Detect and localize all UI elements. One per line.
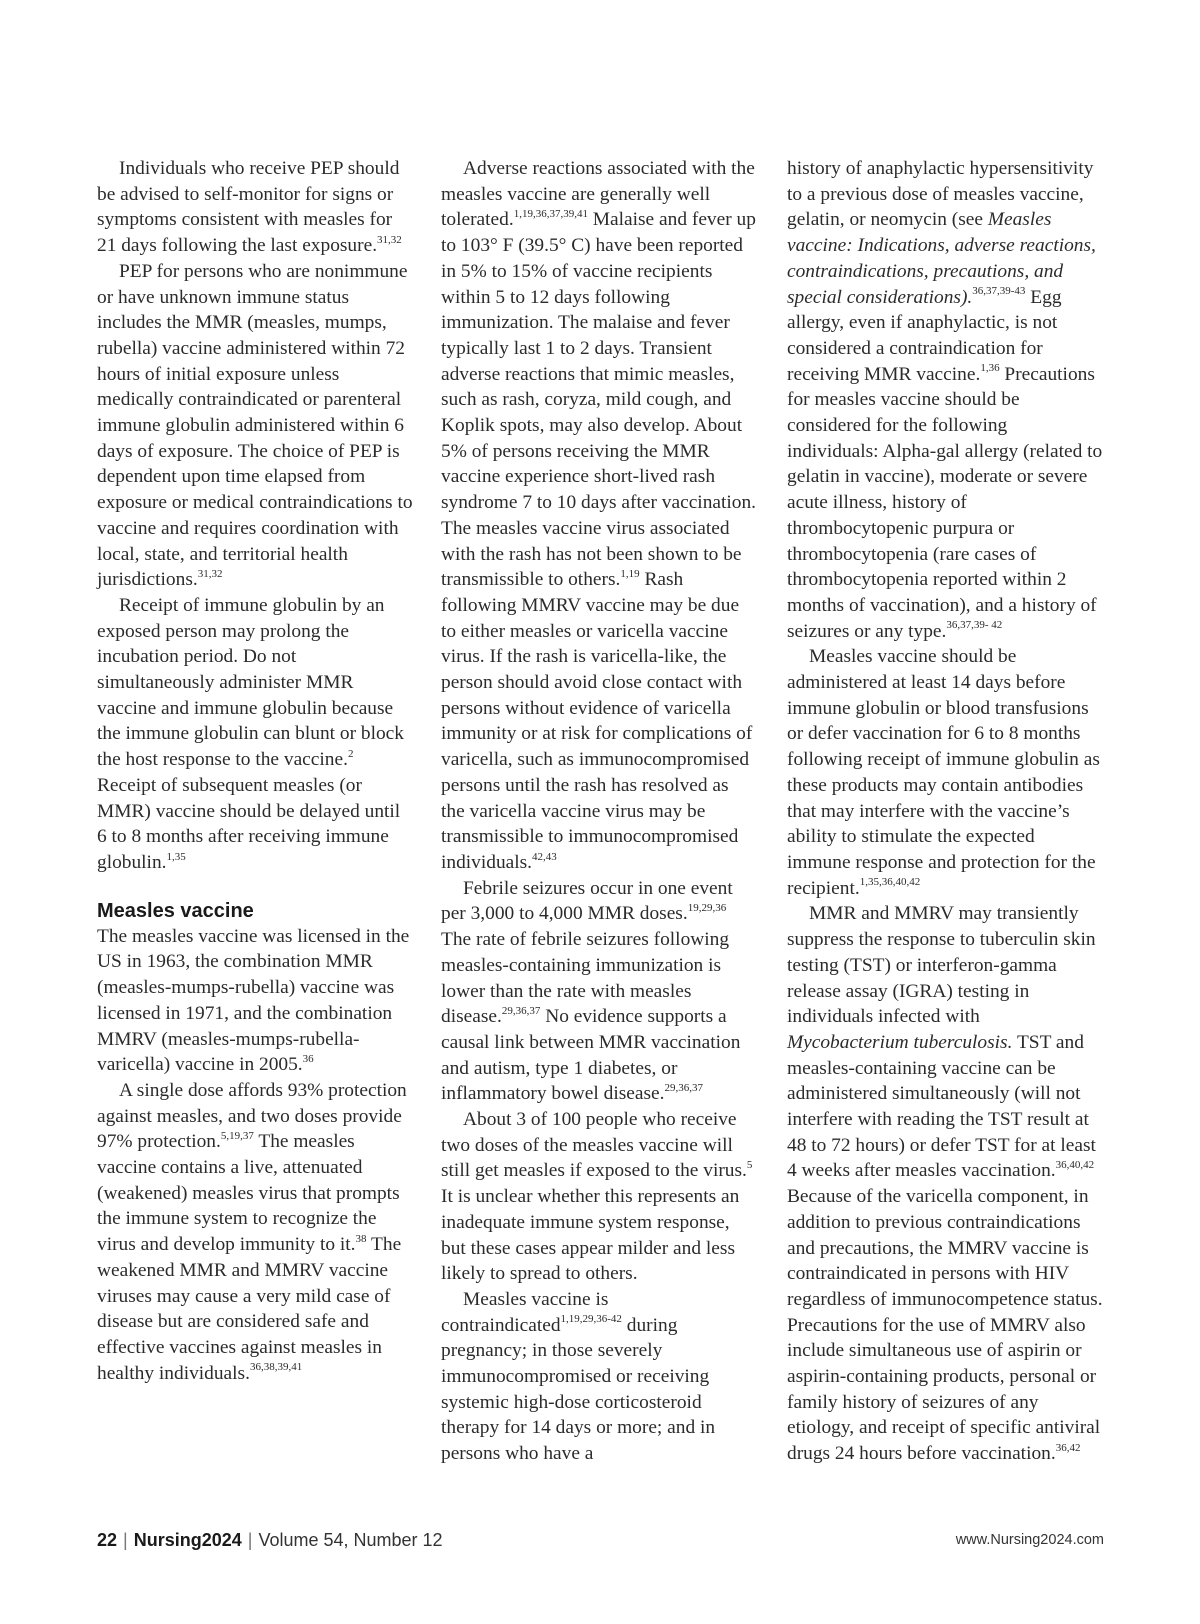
- column-3: [787, 156, 1103, 1467]
- paragraph: The measles vaccine was licensed in the US in 1963, the combination MMR (measles-mumps-rubella) vaccine was licensed in 1971, and the combination MMRV (measles-mumps-rubella-varicella) vaccine in 2005.36: [97, 925, 410, 1076]
- issue-info: Volume 54, Number 12: [258, 1530, 443, 1550]
- footer-left: [97, 1530, 443, 1551]
- paragraph: Adverse reactions associated with the measles vaccine are generally well tolerated.$^{1,19,36,37,39,41}$ Malaise and fever up to 103° F (39.5° C) have been reported in 5% to 15% of vaccine recipients within 5 to 12 days following immunization. The malaise and fever typically last 1 to 2 days. Transient adverse reactions that mimic measles, such as rash, coryza, mild cough, and Koplik spots, may also develop. About 5% of persons receiving the MMR vaccine experience short-lived rash syndrome 7 to 10 days after vaccination. The measles vaccine virus associated with the rash has not been shown to be transmissible to others.$^{1,19}$ Rash following MMRV vaccine may be due to either measles or varicella vaccine virus. If the rash is varicella-like, the person should avoid close contact with persons without evidence of varicella immunity or at risk for complications of varicella, such as immunocompromised persons until the rash has resolved as the varicella vaccine virus may be transmissible to immunocompromised individuals.$^{42,43}$: [441, 158, 757, 873]
- species-name: Mycobacterium tuberculosis.: [787, 1031, 1013, 1053]
- section-heading: Measles vaccine: [97, 899, 254, 922]
- page-number: 22: [97, 1530, 118, 1550]
- paragraph: PEP for persons who are nonimmune or have unknown immune status includes the MMR (measles, mumps, rubella) vaccine administered within 72 hours of initial exposure unless medically contraindicated or parenteral immune globulin administered within 6 days of exposure. The choice of PEP is dependent upon time elapsed from exposure or medical contraindications to vaccine and requires coordination with local, state, and territorial health jurisdictions.$^{31,32}$: [97, 260, 413, 591]
- paragraph: A single dose affords 93% protection against measles, and two doses provide 97% protection.$^{5,19,37}$ The measles vaccine contains a live, attenuated (weakened) measles virus that prompts the immune system to recognize the virus and develop immunity to it.$^{38}$ The weakened MMR and MMRV vaccine viruses may cause a very mild case of disease but are considered safe and effective vaccines against measles in healthy individuals.$^{36,38,39,41}$: [97, 1079, 407, 1384]
- journal-url: www.Nursing2024.com: [955, 1532, 1104, 1548]
- paragraph: MMR and MMRV may transiently suppress the response to tuberculin skin testing (TST) or interferon-gamma release assay (IGRA) testing in individuals infected with Mycobacterium tuberculosis. TST and measles-containing vaccine can be administered simultaneously (will not interfere with reading the TST result at 48 to 72 hours) or defer TST for at least 4 weeks after measles vaccination.$^{36,40,42}$ Because of the varicella component, in addition to previous contraindications and precautions, the MMRV vaccine is contraindicated in persons with HIV regardless of immunocompetence status. Precautions for the use of MMRV also include simultaneous use of aspirin or aspirin-containing products, personal or family history of seizures of any etiology, and receipt of specific antiviral drugs 24 hours before vaccination.$^{36,42}$: [787, 903, 1103, 1465]
- paragraph: history of anaphylactic hypersensitivity to a previous dose of measles vaccine, gelatin, or neomycin (see Measles vaccine: Indications, adverse reactions, contraindications, precautions, and special considerations).$^{36,37,39-43}$ Egg allergy, even if anaphylactic, is not considered a contraindication for receiving MMR vaccine.$^{1,36}$ Precautions for measles vaccine should be considered for the following individuals: Alpha-gal allergy (related to gelatin in vaccine), moderate or severe acute illness, history of thrombocytopenic purpura or thrombocytopenia (rare cases of thrombocytopenia reported within 2 months of vaccination), and a history of seizures or any type.$^{36,37,39- 42}$: [787, 158, 1103, 642]
- paragraph: Individuals who receive PEP should be advised to self-monitor for signs or symptoms consistent with measles for 21 days following the last exposure.$^{31,32}$: [97, 158, 402, 257]
- sidebar-reference: Measles vaccine: Indications, adverse reactions, contraindications, precautions, and special considerations).: [787, 209, 1096, 308]
- paragraph: Measles vaccine is contraindicated$^{1,19,29,36-42}$ during pregnancy; in those severely immunocompromised or receiving systemic high-dose corticosteroid therapy for 14 days or more; and in persons who have a: [441, 1288, 716, 1465]
- paragraph: About 3 of 100 people who receive two doses of the measles vaccine will still get measles if exposed to the virus.$^5$ It is unclear whether this represents an inadequate immune system response, but these cases appear milder and less likely to spread to others.: [441, 1109, 753, 1285]
- paragraph: Measles vaccine should be administered at least 14 days before immune globulin or blood transfusions or defer vaccination for 6 to 8 months following receipt of immune globulin as these products may contain antibodies that may interfere with the vaccine’s ability to stimulate the expected immune response and protection for the recipient.$^{1,35,36,40,42}$: [787, 646, 1100, 899]
- journal-name: Nursing2024: [133, 1530, 242, 1550]
- divider: |: [247, 1530, 253, 1550]
- divider: |: [123, 1530, 128, 1550]
- column-1: [97, 156, 413, 1386]
- column-2: [441, 156, 757, 1467]
- paragraph: Febrile seizures occur in one event per 3,000 to 4,000 MMR doses.$^{19,29,36}$ The rate of febrile seizures following measles-containing immunization is lower than the rate with measles disease.$^{29,36,37}$ No evidence supports a causal link between MMR vaccination and autism, type 1 diabetes, or inflammatory bowel disease.$^{29,36,37}$: [441, 877, 741, 1105]
- paragraph: Receipt of immune globulin by an exposed person may prolong the incubation period. Do not simultaneously administer MMR vaccine and immune globulin because the immune globulin can blunt or block the host response to the vaccine.$^2$ Receipt of subsequent measles (or MMR) vaccine should be delayed until 6 to 8 months after receiving immune globulin.$^{1,35}$: [97, 594, 404, 873]
